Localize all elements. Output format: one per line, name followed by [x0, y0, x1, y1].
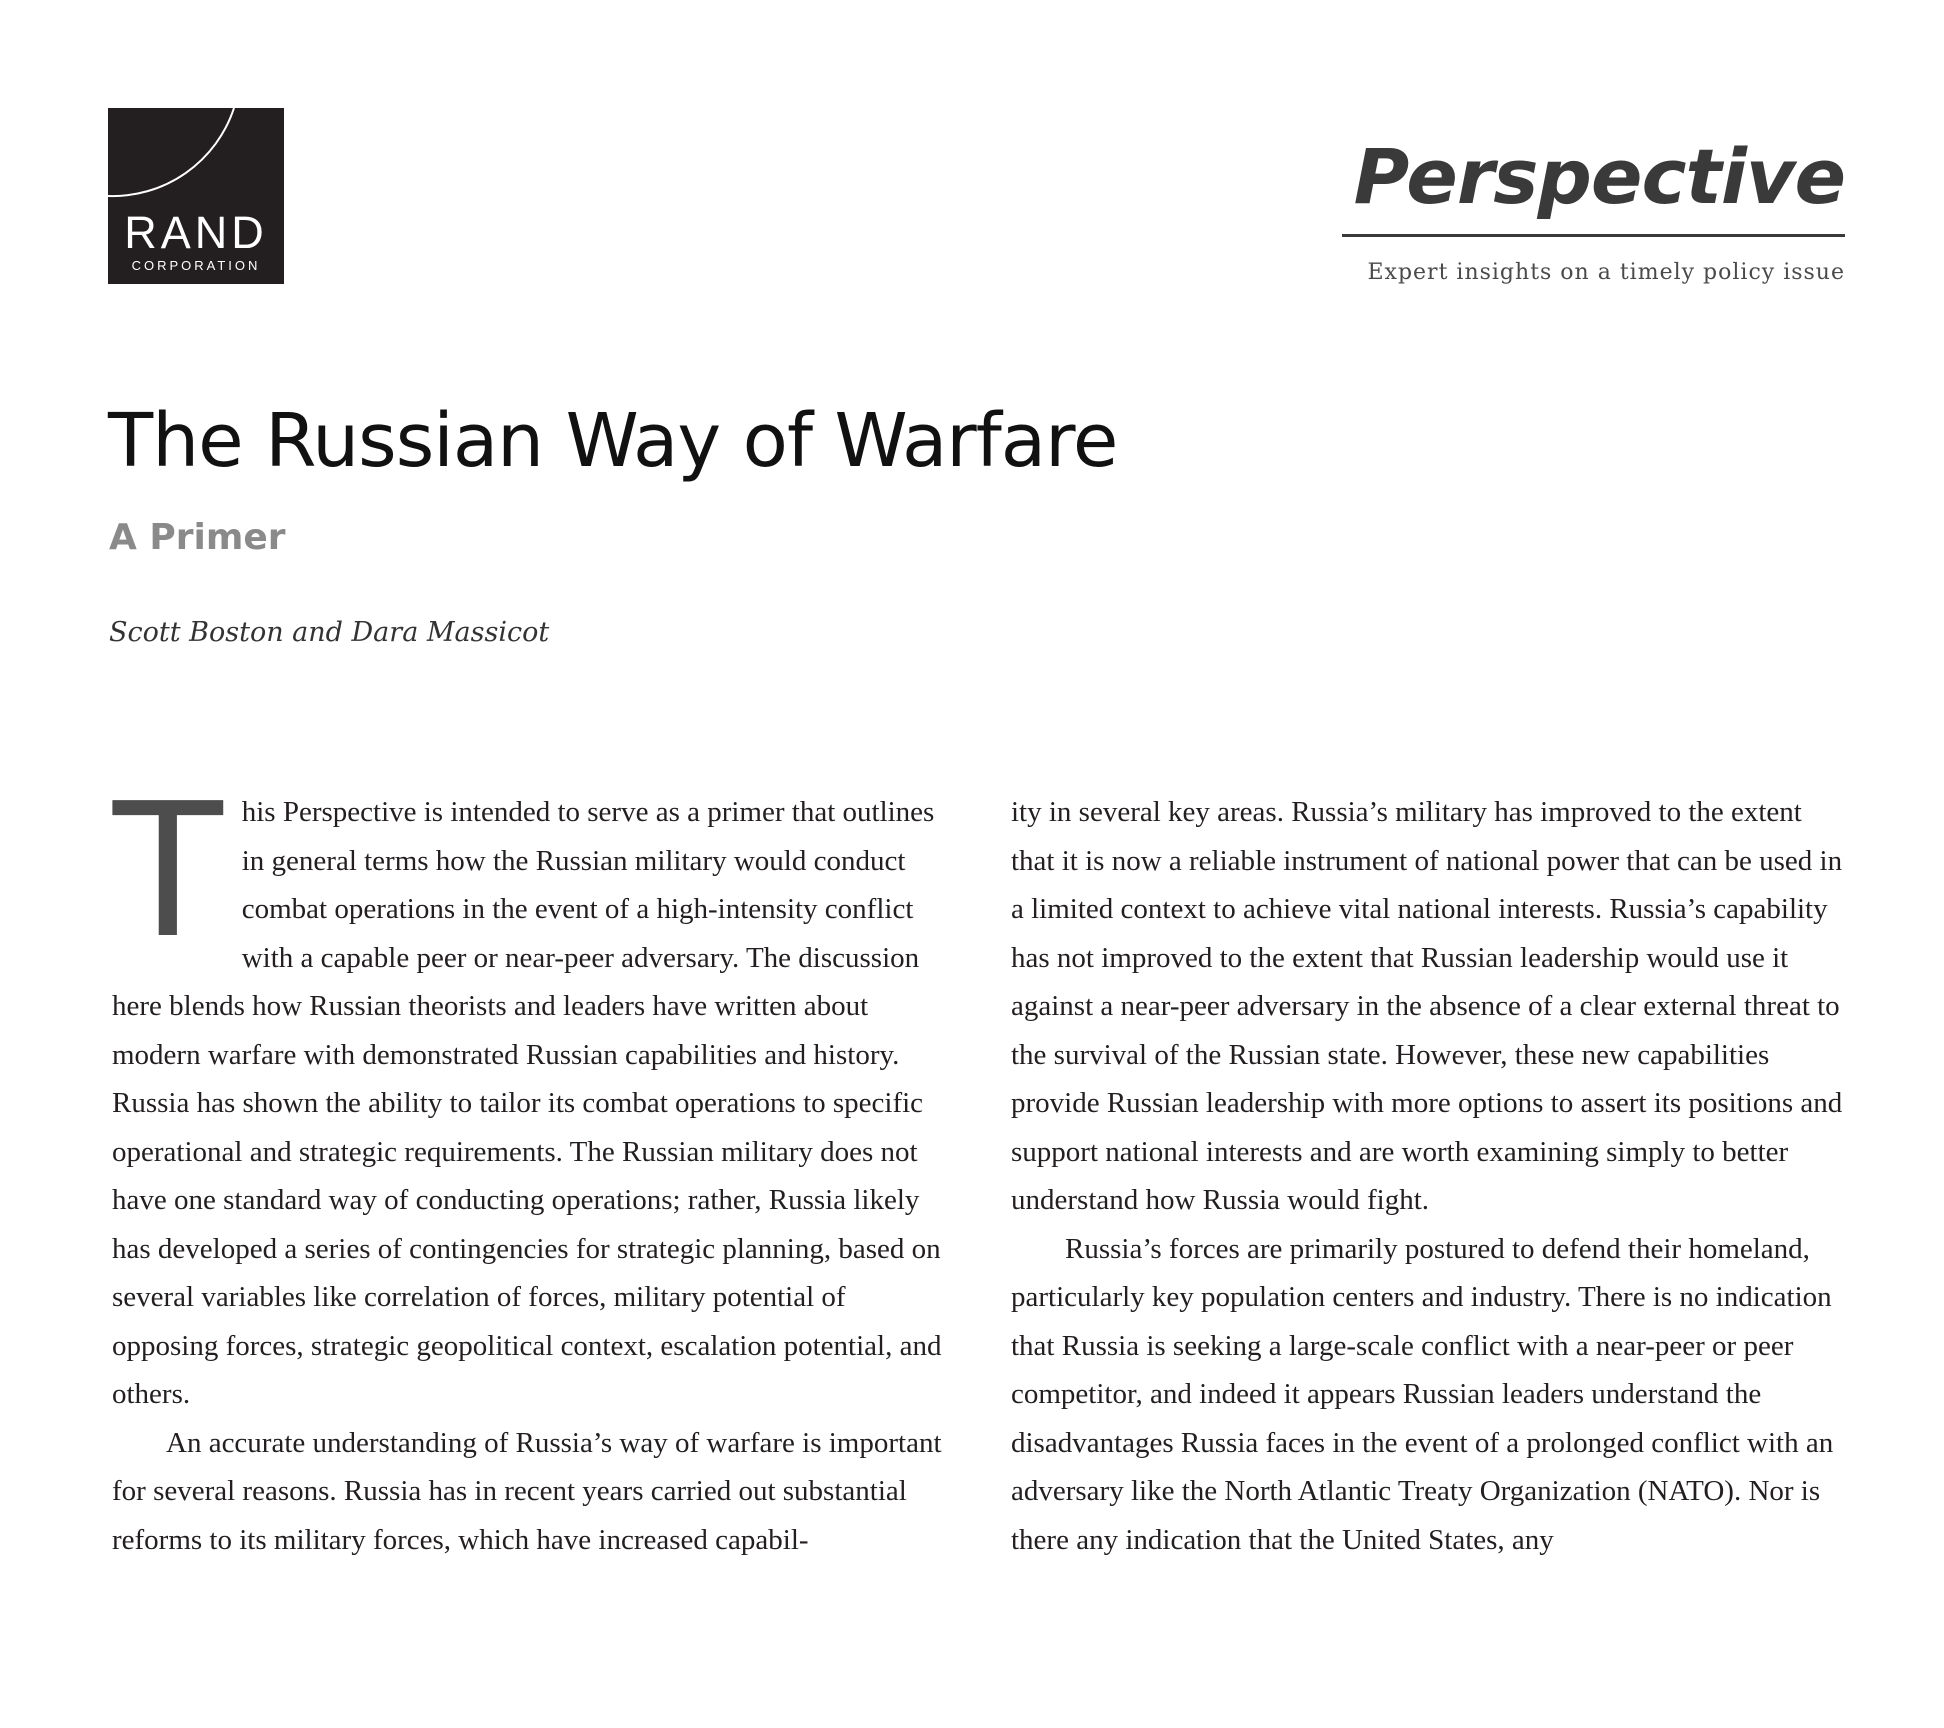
- body-column-right: [1011, 788, 1851, 1564]
- logo-subname: CORPORATION: [131, 258, 261, 273]
- logo-name: RAND: [124, 207, 268, 258]
- series-tagline: Expert insights on a timely policy issue: [1367, 260, 1845, 285]
- paragraph-3: Russia’s forces are primarily postured to defend their homeland, particularly key population centers and industry. There is no indication that Russia is seeking a large-scale conflict with a near-peer or peer competitor, and indeed it appears Russian leaders understand the disadvantages Russia faces in the event of a prolonged conflict with an adversary like the North Atlantic Treaty Organization (NATO). Nor is there any indication that the United States, any: [1011, 1232, 1834, 1556]
- authors: Scott Boston and Dara Massicot: [109, 617, 550, 648]
- page-subtitle: A Primer: [109, 517, 286, 558]
- header-rule: [1342, 234, 1845, 237]
- paragraph-2: An accurate understanding of Russia’s way of warfare is important for several reasons. Russia has in recent years carried out substantial reforms to its military forces, which have increased capabil-: [112, 1426, 942, 1556]
- rand-logo: [108, 108, 284, 284]
- drop-cap: T: [108, 758, 228, 977]
- series-label: Perspective: [1353, 132, 1845, 221]
- paragraph-1: [108, 758, 948, 1419]
- paragraph-1-text: his Perspective is intended to serve as a primer that outlines in general terms how the Russian military would conduct combat operations in the event of a high-intensity conflict with a capable peer or near-peer adversary. The discussion here blends how Russian theorists and leaders have written about modern warfare with demonstrated Russian capabilities and history. Russia has shown the ability to tailor its combat operations to specific operational and strategic requirements. The Russian military does not have one standard way of conducting operations; rather, Russia likely has developed a series of contingencies for strategic planning, based on several variables like correlation of forces, military potential of opposing forces, strategic geopolitical context, escalation potential, and others.: [112, 796, 942, 1410]
- page-title: The Russian Way of Warfare: [108, 398, 1118, 484]
- paragraph-2-continued: ity in several key areas. Russia’s military has improved to the extent that it is now a reliable instrument of national power that can be used in a limited context to achieve vital national interests. Russia’s capability has not improved to the extent that Russian leadership would use it against a near-peer adversary in the absence of a clear external threat to the survival of the Russian state. However, these new capabilities provide Russian leadership with more options to assert its positions and support national interests and are worth examining simply to better understand how Russia would fight.: [1011, 796, 1843, 1216]
- body-column-left: [108, 758, 948, 1564]
